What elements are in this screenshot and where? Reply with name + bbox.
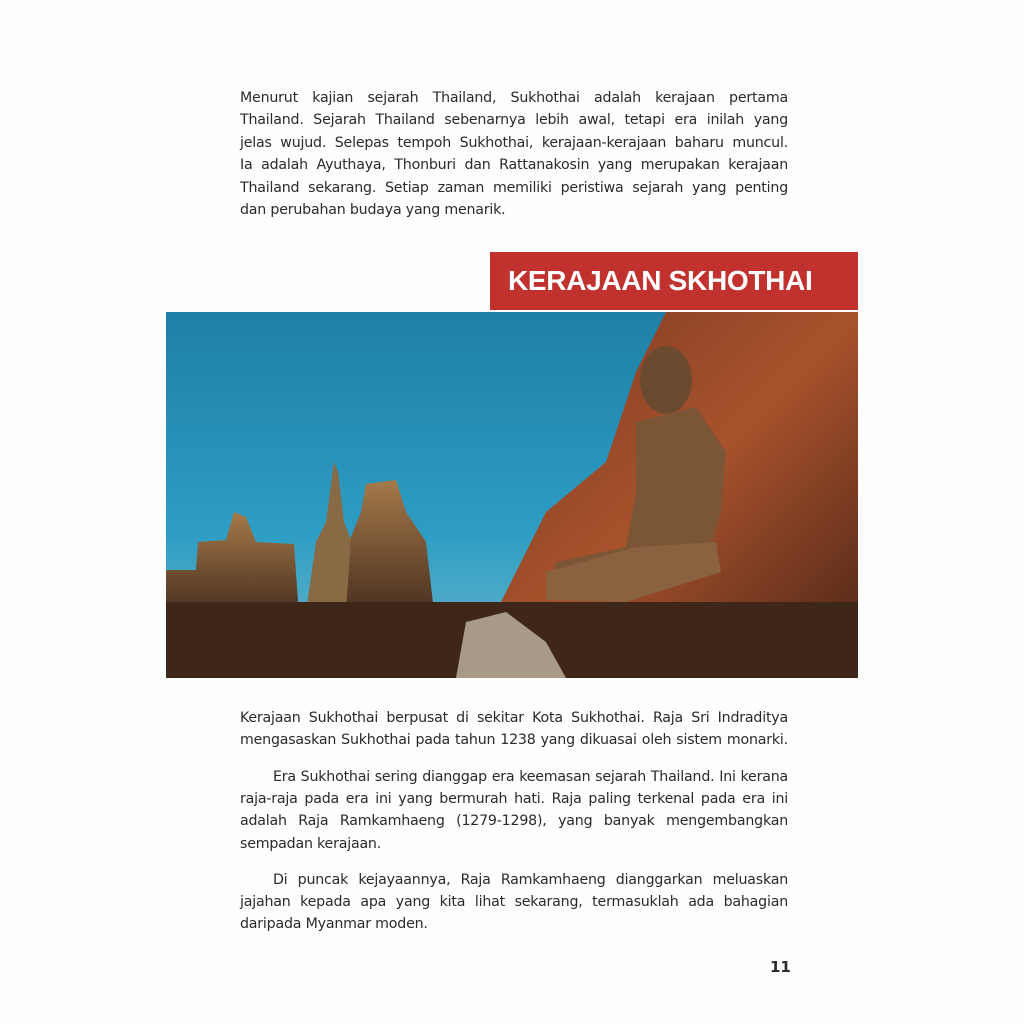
text-line: Thailand. Sejarah Thailand sebenarnya lebih awal, tetapi era inilah yang (240, 112, 788, 128)
text-line: Thailand sekarang. Setiap zaman memiliki peristiwa sejarah yang penting (240, 180, 788, 196)
text-line: daripada Myanmar moden. (240, 916, 428, 932)
text-line: Ia adalah Ayuthaya, Thonburi dan Rattanakosin yang merupakan kerajaan (240, 157, 788, 173)
text-line: raja-raja pada era ini yang bermurah hati. Raja paling terkenal pada era ini (240, 791, 788, 807)
text-line: adalah Raja Ramkamhaeng (1279-1298), yang banyak mengembangkan (240, 813, 788, 829)
text-line: Kerajaan Sukhothai berpusat di sekitar Kota Sukhothai. Raja Sri Indraditya (240, 710, 788, 726)
section-title: KERAJAAN SKHOTHAI (508, 265, 813, 296)
text-line: Menurut kajian sejarah Thailand, Sukhothai adalah kerajaan pertama (240, 90, 788, 106)
section-title-banner (490, 252, 858, 310)
sukhothai-temple-photo (166, 312, 858, 678)
text-line: Di puncak kejayaannya, Raja Ramkamhaeng dianggarkan meluaskan (273, 872, 788, 888)
page-number: 11 (770, 958, 791, 976)
text-line: Era Sukhothai sering dianggap era keemasan sejarah Thailand. Ini kerana (273, 769, 788, 785)
text-line: dan perubahan budaya yang menarik. (240, 202, 506, 218)
text-line: jelas wujud. Selepas tempoh Sukhothai, kerajaan-kerajaan baharu muncul. (240, 135, 788, 151)
text-line: mengasaskan Sukhothai pada tahun 1238 yang dikuasai oleh sistem monarki. (240, 732, 788, 748)
text-line: sempadan kerajaan. (240, 836, 382, 852)
text-line: jajahan kepada apa yang kita lihat sekarang, termasuklah ada bahagian (240, 894, 788, 910)
